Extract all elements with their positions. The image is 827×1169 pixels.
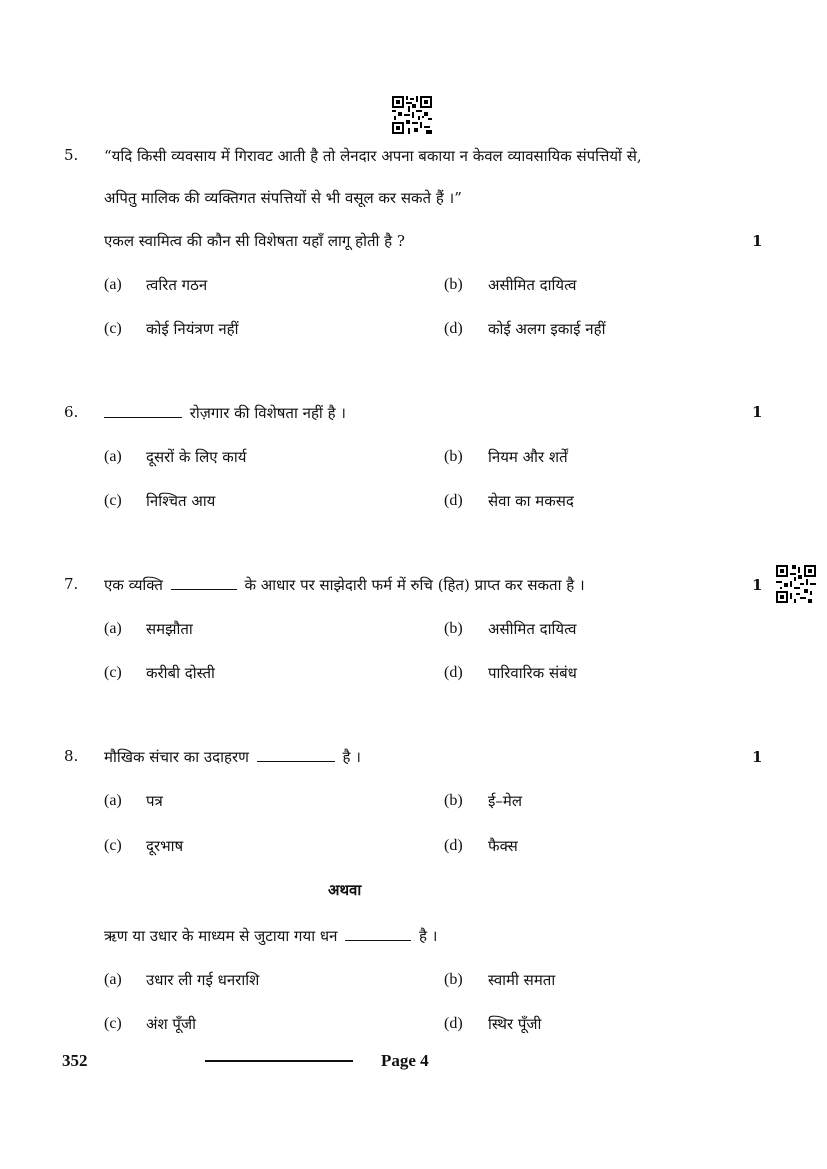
question-text-line: “यदि किसी व्यवसाय में गिरावट आती है तो लेनदार अपना बकाया न केवल व्यावसायिक संपत्तियों से, (104, 147, 642, 165)
qr-code-icon (392, 96, 432, 134)
or-heading: अथवा (328, 881, 362, 899)
option-label: (d) (444, 664, 463, 681)
question-text-before-blank: एक व्यक्ति (104, 576, 163, 594)
option-label: (d) (444, 492, 463, 509)
question-text (104, 403, 346, 423)
option-label: (a) (104, 792, 122, 809)
question-text-before-blank: मौखिक संचार का उदाहरण (104, 748, 249, 766)
paper-code: 352 (62, 1051, 88, 1070)
alternative-question-text (104, 926, 437, 946)
option-text: दूसरों के लिए कार्य (146, 448, 247, 466)
option-label: (d) (444, 837, 463, 854)
question-text (104, 575, 585, 595)
option-label: (c) (104, 320, 122, 337)
option-text: उधार ली गई धनराशि (146, 971, 260, 989)
option-label: (b) (444, 620, 463, 637)
option-text: कोई अलग इकाई नहीं (488, 320, 606, 338)
question-text-line: अपितु मालिक की व्यक्तिगत संपत्तियों से भी वसूल कर सकते हैं ।” (104, 189, 462, 207)
option-label: (d) (444, 320, 463, 337)
question-text-after-blank: है । (418, 927, 438, 945)
marks: 1 (752, 748, 763, 766)
option-text: पारिवारिक संबंध (488, 664, 577, 682)
option-label: (c) (104, 664, 122, 681)
option-label: (c) (104, 837, 122, 854)
option-label: (c) (104, 492, 122, 509)
question-number: 8. (64, 747, 79, 765)
question-text-before-blank: ऋण या उधार के माध्यम से जुटाया गया धन (104, 927, 338, 945)
option-text: फैक्स (488, 837, 518, 855)
option-text: त्वरित गठन (146, 276, 208, 294)
option-text: असीमित दायित्व (488, 276, 577, 294)
option-label: (b) (444, 448, 463, 465)
marks: 1 (752, 403, 763, 421)
option-text: ई–मेल (488, 792, 523, 810)
answer-blank (171, 588, 237, 590)
answer-blank (345, 939, 411, 941)
option-text: करीबी दोस्ती (146, 664, 215, 682)
question-number: 7. (64, 575, 79, 593)
option-text: असीमित दायित्व (488, 620, 577, 638)
option-label: (a) (104, 276, 122, 293)
option-label: (d) (444, 1015, 463, 1032)
option-label: (b) (444, 276, 463, 293)
question-text-after-blank: रोज़गार की विशेषता नहीं है । (189, 404, 346, 422)
question-text-after-blank: है । (342, 748, 361, 766)
option-label: (a) (104, 620, 122, 637)
option-text: निश्चित आय (146, 492, 216, 510)
option-label: (b) (444, 792, 463, 809)
question-number: 5. (64, 146, 79, 164)
question-number: 6. (64, 403, 79, 421)
option-text: स्थिर पूँजी (488, 1015, 542, 1033)
answer-blank (257, 760, 335, 762)
option-text: सेवा का मकसद (488, 492, 574, 510)
option-label: (b) (444, 971, 463, 988)
answer-blank (104, 416, 182, 418)
option-text: नियम और शर्तें (488, 448, 568, 466)
option-text: कोई नियंत्रण नहीं (146, 320, 239, 338)
option-label: (a) (104, 971, 122, 988)
marks: 1 (752, 576, 763, 594)
option-label: (c) (104, 1015, 122, 1032)
question-text-line: एकल स्वामित्व की कौन सी विशेषता यहाँ लागू होती है ? (104, 232, 405, 250)
option-text: अंश पूँजी (146, 1015, 196, 1033)
qr-code-icon (776, 565, 816, 603)
footer-rule (205, 1060, 353, 1062)
page-number: Page 4 (381, 1051, 429, 1070)
option-text: समझौता (146, 620, 193, 638)
option-text: स्वामी समता (488, 971, 556, 989)
option-text: पत्र (146, 792, 163, 810)
marks: 1 (752, 232, 763, 250)
question-text (104, 747, 361, 767)
question-text-after-blank: के आधार पर साझेदारी फर्म में रुचि (हित) प्राप्त कर सकता है । (244, 576, 585, 594)
option-text: दूरभाष (146, 837, 184, 855)
option-label: (a) (104, 448, 122, 465)
